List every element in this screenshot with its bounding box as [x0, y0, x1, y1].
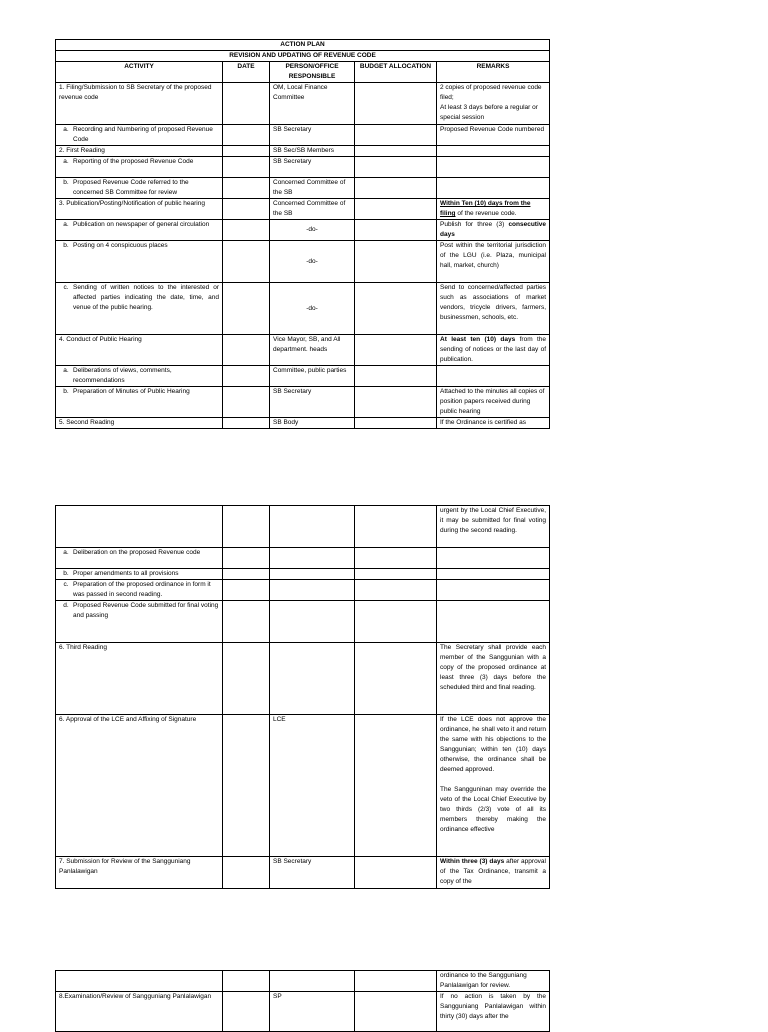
remarks-cell — [437, 548, 550, 569]
person-cell: LCE — [270, 715, 355, 857]
table-row — [56, 335, 550, 366]
remarks-cell — [437, 580, 550, 601]
remarks-cell: Proposed Revenue Code numbered — [437, 125, 550, 146]
person-cell — [270, 601, 355, 643]
budget-cell — [355, 178, 437, 199]
remarks-cell — [437, 220, 550, 241]
budget-cell — [355, 387, 437, 418]
item-marker: a. — [63, 158, 69, 165]
remarks-cell: The Secretary shall provide each member of the Sanggunian with a copy of the proposed ordinance at least three (3) days before the scheduled third and final reading. — [437, 643, 550, 715]
table-row — [56, 283, 550, 335]
remarks-text: after approval of the Tax Ordinance, transmit a copy of the — [440, 858, 546, 885]
remarks-cell — [437, 146, 550, 157]
date-cell — [223, 715, 270, 857]
activity-cell — [56, 178, 223, 199]
activity-cell — [56, 125, 223, 146]
table-title: ACTION PLAN — [56, 40, 550, 51]
date-cell — [223, 178, 270, 199]
remarks-cell — [437, 335, 550, 366]
date-cell — [223, 241, 270, 283]
table-row — [56, 178, 550, 199]
remarks-cell — [437, 857, 550, 889]
item-text: Reporting of the proposed Revenue Code — [73, 158, 194, 165]
activity-cell — [56, 220, 223, 241]
person-cell: -do- — [270, 241, 355, 283]
item-marker: b. — [63, 388, 69, 395]
person-cell: SP — [270, 992, 355, 1032]
activity-cell — [56, 157, 223, 178]
person-cell: Concerned Committee of the SB — [270, 178, 355, 199]
action-plan-table-page-3 — [55, 970, 550, 1032]
budget-cell — [355, 548, 437, 569]
table-row — [56, 220, 550, 241]
item-text: Deliberation on the proposed Revenue code — [73, 549, 201, 556]
remarks-text: Publish for three (3) — [440, 221, 509, 228]
date-cell — [223, 125, 270, 146]
activity-cell — [56, 506, 223, 548]
date-cell — [223, 580, 270, 601]
budget-cell — [355, 366, 437, 387]
person-cell: SB Sec/SB Members — [270, 146, 355, 157]
remarks-emphasis: Within three (3) days — [440, 858, 505, 865]
table-row — [56, 83, 550, 125]
activity-cell — [56, 241, 223, 283]
col-header-activity: ACTIVITY — [56, 62, 223, 83]
date-cell — [223, 83, 270, 125]
item-text: Preparation of Minutes of Public Hearing — [73, 388, 190, 395]
table-row — [56, 387, 550, 418]
remarks-cell: If the Ordinance is certified as — [437, 418, 550, 429]
budget-cell — [355, 335, 437, 366]
table-row — [56, 992, 550, 1032]
person-cell: OM, Local Finance Committee — [270, 83, 355, 125]
activity-cell: 1. Filing/Submission to SB Secretary of the proposed revenue code — [56, 83, 223, 125]
remarks-text: of the revenue code. — [455, 210, 517, 217]
item-marker: a. — [63, 549, 69, 556]
remarks-cell — [437, 178, 550, 199]
item-text: Preparation of the proposed ordinance in form it was passed in second reading. — [73, 581, 211, 598]
item-text: Sending of written notices to the interested or affected parties indicating the date, time, and venue of the public hearing. — [73, 284, 219, 311]
person-cell — [270, 580, 355, 601]
budget-cell — [355, 580, 437, 601]
date-cell — [223, 199, 270, 220]
table-row — [56, 199, 550, 220]
activity-cell: 3. Publication/Posting/Notification of public hearing — [56, 199, 223, 220]
col-header-date: DATE — [223, 62, 270, 83]
activity-cell — [56, 601, 223, 643]
remarks-cell — [437, 157, 550, 178]
remarks-text: from the sending of notices or the last day of publication. — [440, 336, 547, 363]
table-row — [56, 157, 550, 178]
budget-cell — [355, 857, 437, 889]
activity-cell — [56, 971, 223, 992]
item-marker: a. — [63, 221, 69, 228]
table-row — [56, 643, 550, 715]
col-header-remarks: REMARKS — [437, 62, 550, 83]
table-row — [56, 715, 550, 857]
budget-cell — [355, 199, 437, 220]
person-cell — [270, 506, 355, 548]
remarks-line: At least 3 days before a regular or special session — [440, 104, 538, 121]
remarks-emphasis: consecutive days — [440, 221, 547, 238]
item-marker: a. — [63, 367, 69, 374]
item-marker: d. — [63, 602, 69, 609]
item-text: Publication on newspaper of general circulation — [73, 221, 210, 228]
person-cell — [270, 643, 355, 715]
person-cell: SB Secretary — [270, 157, 355, 178]
action-plan-table-page-2 — [55, 505, 550, 889]
person-cell: SB Secretary — [270, 857, 355, 889]
activity-cell: 8.Examination/Review of Sangguniang Panlalawigan — [56, 992, 223, 1032]
budget-cell — [355, 157, 437, 178]
remarks-cell — [437, 199, 550, 220]
remarks-cell — [437, 601, 550, 643]
person-cell: -do- — [270, 220, 355, 241]
date-cell — [223, 857, 270, 889]
activity-cell — [56, 283, 223, 335]
date-cell — [223, 548, 270, 569]
activity-cell: 6. Third Reading — [56, 643, 223, 715]
remarks-cell: If no action is taken by the Sangguniang Panlalawigan within thirty (30) days after the — [437, 992, 550, 1032]
table-row — [56, 146, 550, 157]
date-cell — [223, 335, 270, 366]
remarks-cell — [437, 366, 550, 387]
activity-cell: 5. Second Reading — [56, 418, 223, 429]
remarks-cell: ordinance to the Sangguniang Panlalawigan for review. — [437, 971, 550, 992]
remarks-emphasis: At least ten (10) days — [440, 336, 516, 343]
activity-cell: 6. Approval of the LCE and Affixing of Signature — [56, 715, 223, 857]
date-cell — [223, 971, 270, 992]
item-marker: c. — [63, 581, 69, 588]
date-cell — [223, 569, 270, 580]
budget-cell — [355, 418, 437, 429]
date-cell — [223, 992, 270, 1032]
remarks-cell — [437, 715, 550, 857]
item-marker: c. — [63, 284, 69, 291]
person-cell: Concerned Committee of the SB — [270, 199, 355, 220]
person-cell — [270, 971, 355, 992]
person-cell: SB Secretary — [270, 387, 355, 418]
item-marker: b. — [63, 179, 69, 186]
budget-cell — [355, 283, 437, 335]
person-cell: SB Body — [270, 418, 355, 429]
budget-cell — [355, 146, 437, 157]
item-marker: b. — [63, 570, 69, 577]
budget-cell — [355, 83, 437, 125]
activity-cell — [56, 387, 223, 418]
budget-cell — [355, 643, 437, 715]
budget-cell — [355, 715, 437, 857]
remarks-cell: urgent by the Local Chief Executive, it may be submitted for final voting during the second reading. — [437, 506, 550, 548]
activity-cell: 4. Conduct of Public Hearing — [56, 335, 223, 366]
table-row — [56, 548, 550, 569]
date-cell — [223, 283, 270, 335]
table-row — [56, 569, 550, 580]
date-cell — [223, 220, 270, 241]
date-cell — [223, 418, 270, 429]
date-cell — [223, 601, 270, 643]
table-subtitle: REVISION AND UPDATING OF REVENUE CODE — [56, 51, 550, 62]
item-text: Deliberations of views, comments, recommendations — [73, 367, 172, 384]
table-row — [56, 241, 550, 283]
remarks-paragraph: If the LCE does not approve the ordinance, he shall veto it and return the same with his objections to the Sanggunian; within ten (10) days otherwise, the ordinance shall be deemed approved. — [440, 716, 546, 773]
date-cell — [223, 387, 270, 418]
action-plan-table-page-1 — [55, 39, 550, 429]
person-cell: Committee, public parties — [270, 366, 355, 387]
date-cell — [223, 643, 270, 715]
remarks-cell — [437, 83, 550, 125]
item-text: Proposed Revenue Code referred to the concerned SB Committee for review — [73, 179, 189, 196]
remarks-cell: Attached to the minutes all copies of position papers received during public hearing — [437, 387, 550, 418]
item-text: Recording and Numbering of proposed Revenue Code — [73, 126, 213, 143]
budget-cell — [355, 992, 437, 1032]
remarks-cell — [437, 569, 550, 580]
table-row — [56, 580, 550, 601]
budget-cell — [355, 506, 437, 548]
activity-cell — [56, 569, 223, 580]
date-cell — [223, 366, 270, 387]
col-header-person: PERSON/OFFICE RESPONSIBLE — [270, 62, 355, 83]
remarks-line: 2 copies of proposed revenue code filed; — [440, 84, 542, 101]
remarks-emphasis: Within Ten (10) days from the filing — [440, 200, 531, 217]
item-text: Posting on 4 conspicuous places — [73, 242, 168, 249]
budget-cell — [355, 125, 437, 146]
budget-cell — [355, 601, 437, 643]
remarks-cell: Send to concerned/affected parties such as associations of market vendors, tricycle drivers, farmers, businessmen, schools, etc. — [437, 283, 550, 335]
budget-cell — [355, 971, 437, 992]
table-row — [56, 601, 550, 643]
item-marker: b. — [63, 242, 69, 249]
table-row — [56, 366, 550, 387]
table-row — [56, 506, 550, 548]
col-header-budget: BUDGET ALLOCATION — [355, 62, 437, 83]
activity-cell — [56, 366, 223, 387]
activity-cell: 2. First Reading — [56, 146, 223, 157]
activity-cell: 7. Submission for Review of the Sangguniang Panlalawigan — [56, 857, 223, 889]
budget-cell — [355, 220, 437, 241]
person-cell: SB Secretary — [270, 125, 355, 146]
item-text: Proper amendments to all provisions — [73, 570, 179, 577]
date-cell — [223, 157, 270, 178]
activity-cell — [56, 548, 223, 569]
table-row — [56, 125, 550, 146]
table-row — [56, 971, 550, 992]
item-text: Proposed Revenue Code submitted for final voting and passing — [73, 602, 219, 619]
person-cell: Vice Mayor, SB, and All department. heads — [270, 335, 355, 366]
budget-cell — [355, 569, 437, 580]
table-row — [56, 857, 550, 889]
table-row — [56, 418, 550, 429]
item-marker: a. — [63, 126, 69, 133]
activity-cell — [56, 580, 223, 601]
remarks-paragraph: The Sangguninan may override the veto of the Local Chief Executive by two thirds (2/3) vote of all its members thereby making the ordinance effective — [440, 786, 546, 833]
person-cell — [270, 569, 355, 580]
date-cell — [223, 146, 270, 157]
remarks-cell: Post within the territorial jurisdiction of the LGU (i.e. Plaza, municipal hall, market, church) — [437, 241, 550, 283]
person-cell — [270, 548, 355, 569]
date-cell — [223, 506, 270, 548]
person-cell: -do- — [270, 283, 355, 335]
budget-cell — [355, 241, 437, 283]
